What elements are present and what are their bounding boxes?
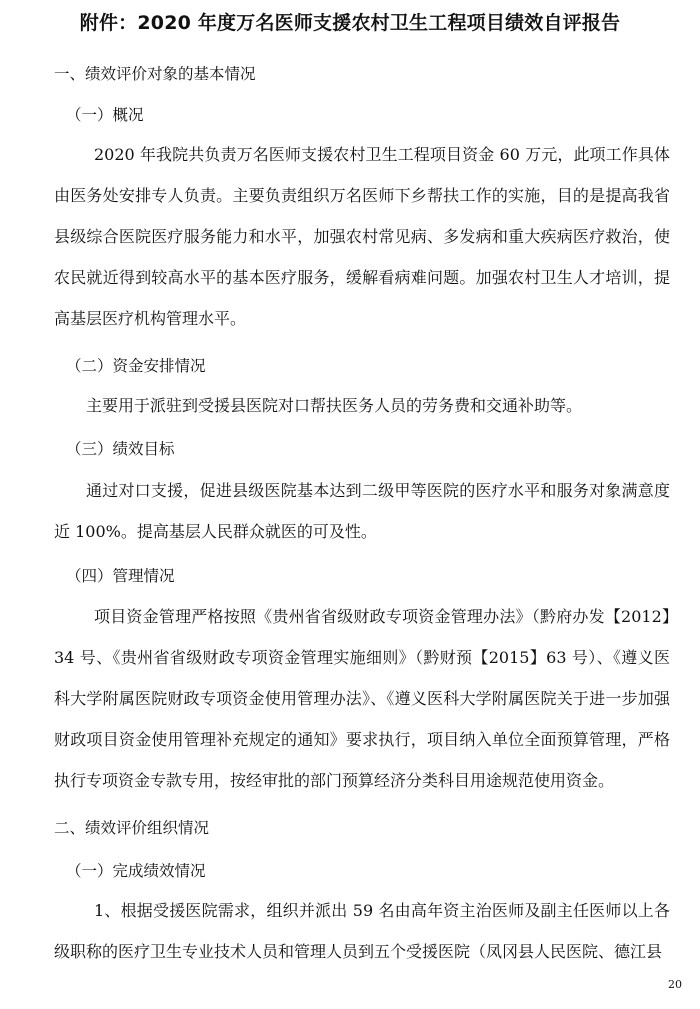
- section-1-heading: 一、绩效评价对象的基本情况: [54, 65, 256, 83]
- subsection-management-heading: （四）管理情况: [66, 567, 175, 585]
- document-title: 附件：2020 年度万名医师支援农村卫生工程项目绩效自评报告: [79, 12, 621, 34]
- subsection-overview-heading: （一）概况: [66, 106, 144, 124]
- subsection-performance-heading: （一）完成绩效情况: [66, 862, 206, 880]
- goals-paragraph: 通过对口支援，促进县级医院基本达到二级甲等医院的医疗水平和服务对象满意度近 100%。提高基层人民群众就医的可及性。: [54, 481, 670, 541]
- page-number: 20: [668, 978, 682, 991]
- management-paragraph: 项目资金管理严格按照《贵州省省级财政专项资金管理办法》（黔府办发【2012】34 号、《贵州省省级财政专项资金管理实施细则》（黔财预【2015】63 号）、《遵义医科大学附属医院财政专项资金使用管理办法》、《遵义医科大学附属医院关于进一步加强财政项目资金使用管理补充规定的通知》要求执行，项目纳入单位全面预算管理，严格执行专项资金专款专用，按经审批的部门预算经济分类科目用途规范使用资金。: [54, 607, 670, 790]
- funding-paragraph: 主要用于派驻到受援县医院对口帮扶医务人员的劳务费和交通补助等。: [86, 396, 583, 415]
- performance-paragraph: 1、根据受援医院需求，组织并派出 59 名由高年资主治医师及副主任医师以上各级职称的医疗卫生专业技术人员和管理人员到五个受援医院（凤冈县人民医院、德江县: [54, 901, 670, 961]
- overview-paragraph: 2020 年我院共负责万名医师支援农村卫生工程项目资金 60 万元，此项工作具体由医务处安排专人负责。主要负责组织万名医师下乡帮扶工作的实施，目的是提高我省县级综合医院医疗服务能力和水平，加强农村常见病、多发病和重大疾病医疗救治，使农民就近得到较高水平的基本医疗服务，缓解看病难问题。加强农村卫生人才培训，提高基层医疗机构管理水平。: [54, 145, 670, 328]
- section-2-heading: 二、绩效评价组织情况: [54, 819, 210, 837]
- subsection-goals-heading: （三）绩效目标: [66, 440, 175, 458]
- subsection-funding-heading: （二）资金安排情况: [66, 357, 206, 375]
